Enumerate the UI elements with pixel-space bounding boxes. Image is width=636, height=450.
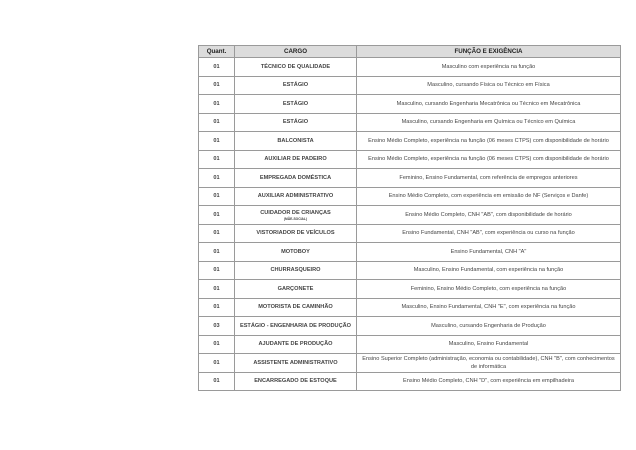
cargo-cell [235, 224, 357, 243]
cargo-cell [235, 150, 357, 169]
cargo-cell [235, 335, 357, 354]
quantity-cell: 01 [199, 76, 235, 95]
quantity-cell: 01 [199, 95, 235, 114]
quantity-cell: 01 [199, 335, 235, 354]
table-row [199, 261, 621, 280]
header-funcao: FUNÇÃO E EXIGÊNCIA [357, 46, 621, 58]
quantity-cell: 01 [199, 58, 235, 77]
table-row [199, 169, 621, 188]
quantity-cell: 01 [199, 150, 235, 169]
cargo-title: GARÇONETE [277, 285, 314, 292]
table-row [199, 280, 621, 299]
funcao-cell: Masculino, Ensino Fundamental, CNH "E", com experiência na função [357, 298, 621, 317]
funcao-cell: Ensino Médio Completo, CNH "D", com experiência em empilhadeira [357, 372, 621, 391]
cargo-title: BALCONISTA [277, 137, 314, 144]
job-openings-table [198, 45, 621, 391]
table-row [199, 335, 621, 354]
funcao-cell: Feminino, Ensino Fundamental, com referência de empregos anteriores [357, 169, 621, 188]
cargo-cell [235, 206, 357, 225]
cargo-title: CHURRASQUEIRO [270, 267, 321, 274]
quantity-cell: 01 [199, 372, 235, 391]
cargo-title: VISTORIADOR DE VEÍCULOS [256, 230, 335, 237]
table-row [199, 298, 621, 317]
quantity-cell: 01 [199, 132, 235, 151]
quantity-cell: 01 [199, 224, 235, 243]
cargo-cell [235, 113, 357, 132]
quantity-cell: 01 [199, 298, 235, 317]
table-row [199, 150, 621, 169]
table-row [199, 206, 621, 225]
cargo-title: ESTÁGIO [282, 82, 309, 89]
funcao-cell: Ensino Médio Completo, CNH "AB", com disponibilidade de horário [357, 206, 621, 225]
cargo-cell [235, 261, 357, 280]
cargo-cell [235, 317, 357, 336]
funcao-cell: Masculino, Ensino Fundamental [357, 335, 621, 354]
table-row [199, 76, 621, 95]
quantity-cell: 01 [199, 261, 235, 280]
cargo-title: CUIDADOR DE CRIANÇAS [260, 209, 331, 216]
funcao-cell: Ensino Médio Completo, com experiência em emissão de NF (Serviços e Danfe) [357, 187, 621, 206]
cargo-cell [235, 132, 357, 151]
table-row [199, 372, 621, 391]
funcao-cell: Ensino Médio Completo, experiência na função (06 meses CTPS) com disponibilidade de horário [357, 150, 621, 169]
cargo-cell [235, 187, 357, 206]
funcao-cell: Masculino, cursando Engenharia em Química ou Técnico em Química [357, 113, 621, 132]
funcao-cell: Masculino, cursando Física ou Técnico em Física [357, 76, 621, 95]
quantity-cell: 01 [199, 113, 235, 132]
cargo-cell [235, 169, 357, 188]
table-header-row [199, 46, 621, 58]
cargo-title: ESTÁGIO [282, 100, 309, 107]
table-row [199, 95, 621, 114]
cargo-title: ESTÁGIO - ENGENHARIA DE PRODUÇÃO [239, 322, 352, 329]
funcao-cell: Ensino Médio Completo, experiência na função (06 meses CTPS) com disponibilidade de horário [357, 132, 621, 151]
cargo-cell [235, 372, 357, 391]
funcao-cell: Feminino, Ensino Médio Completo, com experiência na função [357, 280, 621, 299]
table-row [199, 243, 621, 262]
funcao-cell: Masculino, cursando Engenharia Mecatrônica ou Técnico em Mecatrônica [357, 95, 621, 114]
cargo-title: AUXILIAR DE PADEIRO [264, 156, 327, 163]
table-row [199, 113, 621, 132]
quantity-cell: 01 [199, 187, 235, 206]
cargo-note: (MÃE-SOCIAL) [283, 216, 308, 221]
cargo-title: MOTORISTA DE CAMINHÃO [258, 304, 333, 311]
cargo-cell [235, 58, 357, 77]
funcao-cell: Masculino, cursando Engenharia de Produção [357, 317, 621, 336]
cargo-title: ENCARREGADO DE ESTOQUE [254, 378, 337, 385]
cargo-title: AJUDANTE DE PRODUÇÃO [258, 341, 333, 348]
table-row [199, 58, 621, 77]
cargo-title: TÉCNICO DE QUALIDADE [260, 63, 331, 70]
quantity-cell: 01 [199, 169, 235, 188]
funcao-cell: Ensino Superior Completo (administração, economia ou contabilidade), CNH "B", com conhecimentos de informática [357, 354, 621, 373]
funcao-cell: Ensino Fundamental, CNH "A" [357, 243, 621, 262]
cargo-cell [235, 280, 357, 299]
quantity-cell: 01 [199, 280, 235, 299]
funcao-cell: Ensino Fundamental, CNH "AB", com experiência ou curso na função [357, 224, 621, 243]
cargo-title: MOTOBOY [281, 248, 310, 255]
quantity-cell: 03 [199, 317, 235, 336]
cargo-cell [235, 95, 357, 114]
table-row [199, 224, 621, 243]
funcao-cell: Masculino, Ensino Fundamental, com experiência na função [357, 261, 621, 280]
table-row [199, 354, 621, 373]
table-row [199, 317, 621, 336]
cargo-cell [235, 354, 357, 373]
funcao-cell: Masculino com experiência na função [357, 58, 621, 77]
cargo-title: EMPREGADA DOMÉSTICA [259, 174, 332, 181]
cargo-title: AUXILIAR ADMINISTRATIVO [257, 193, 334, 200]
table-row [199, 132, 621, 151]
cargo-cell [235, 243, 357, 262]
cargo-title: ESTÁGIO [282, 119, 309, 126]
quantity-cell: 01 [199, 243, 235, 262]
header-quantity: Quant. [199, 46, 235, 58]
cargo-cell [235, 76, 357, 95]
quantity-cell: 01 [199, 206, 235, 225]
cargo-cell [235, 298, 357, 317]
quantity-cell: 01 [199, 354, 235, 373]
table-row [199, 187, 621, 206]
cargo-title: ASSISTENTE ADMINISTRATIVO [253, 359, 338, 366]
header-cargo: CARGO [235, 46, 357, 58]
